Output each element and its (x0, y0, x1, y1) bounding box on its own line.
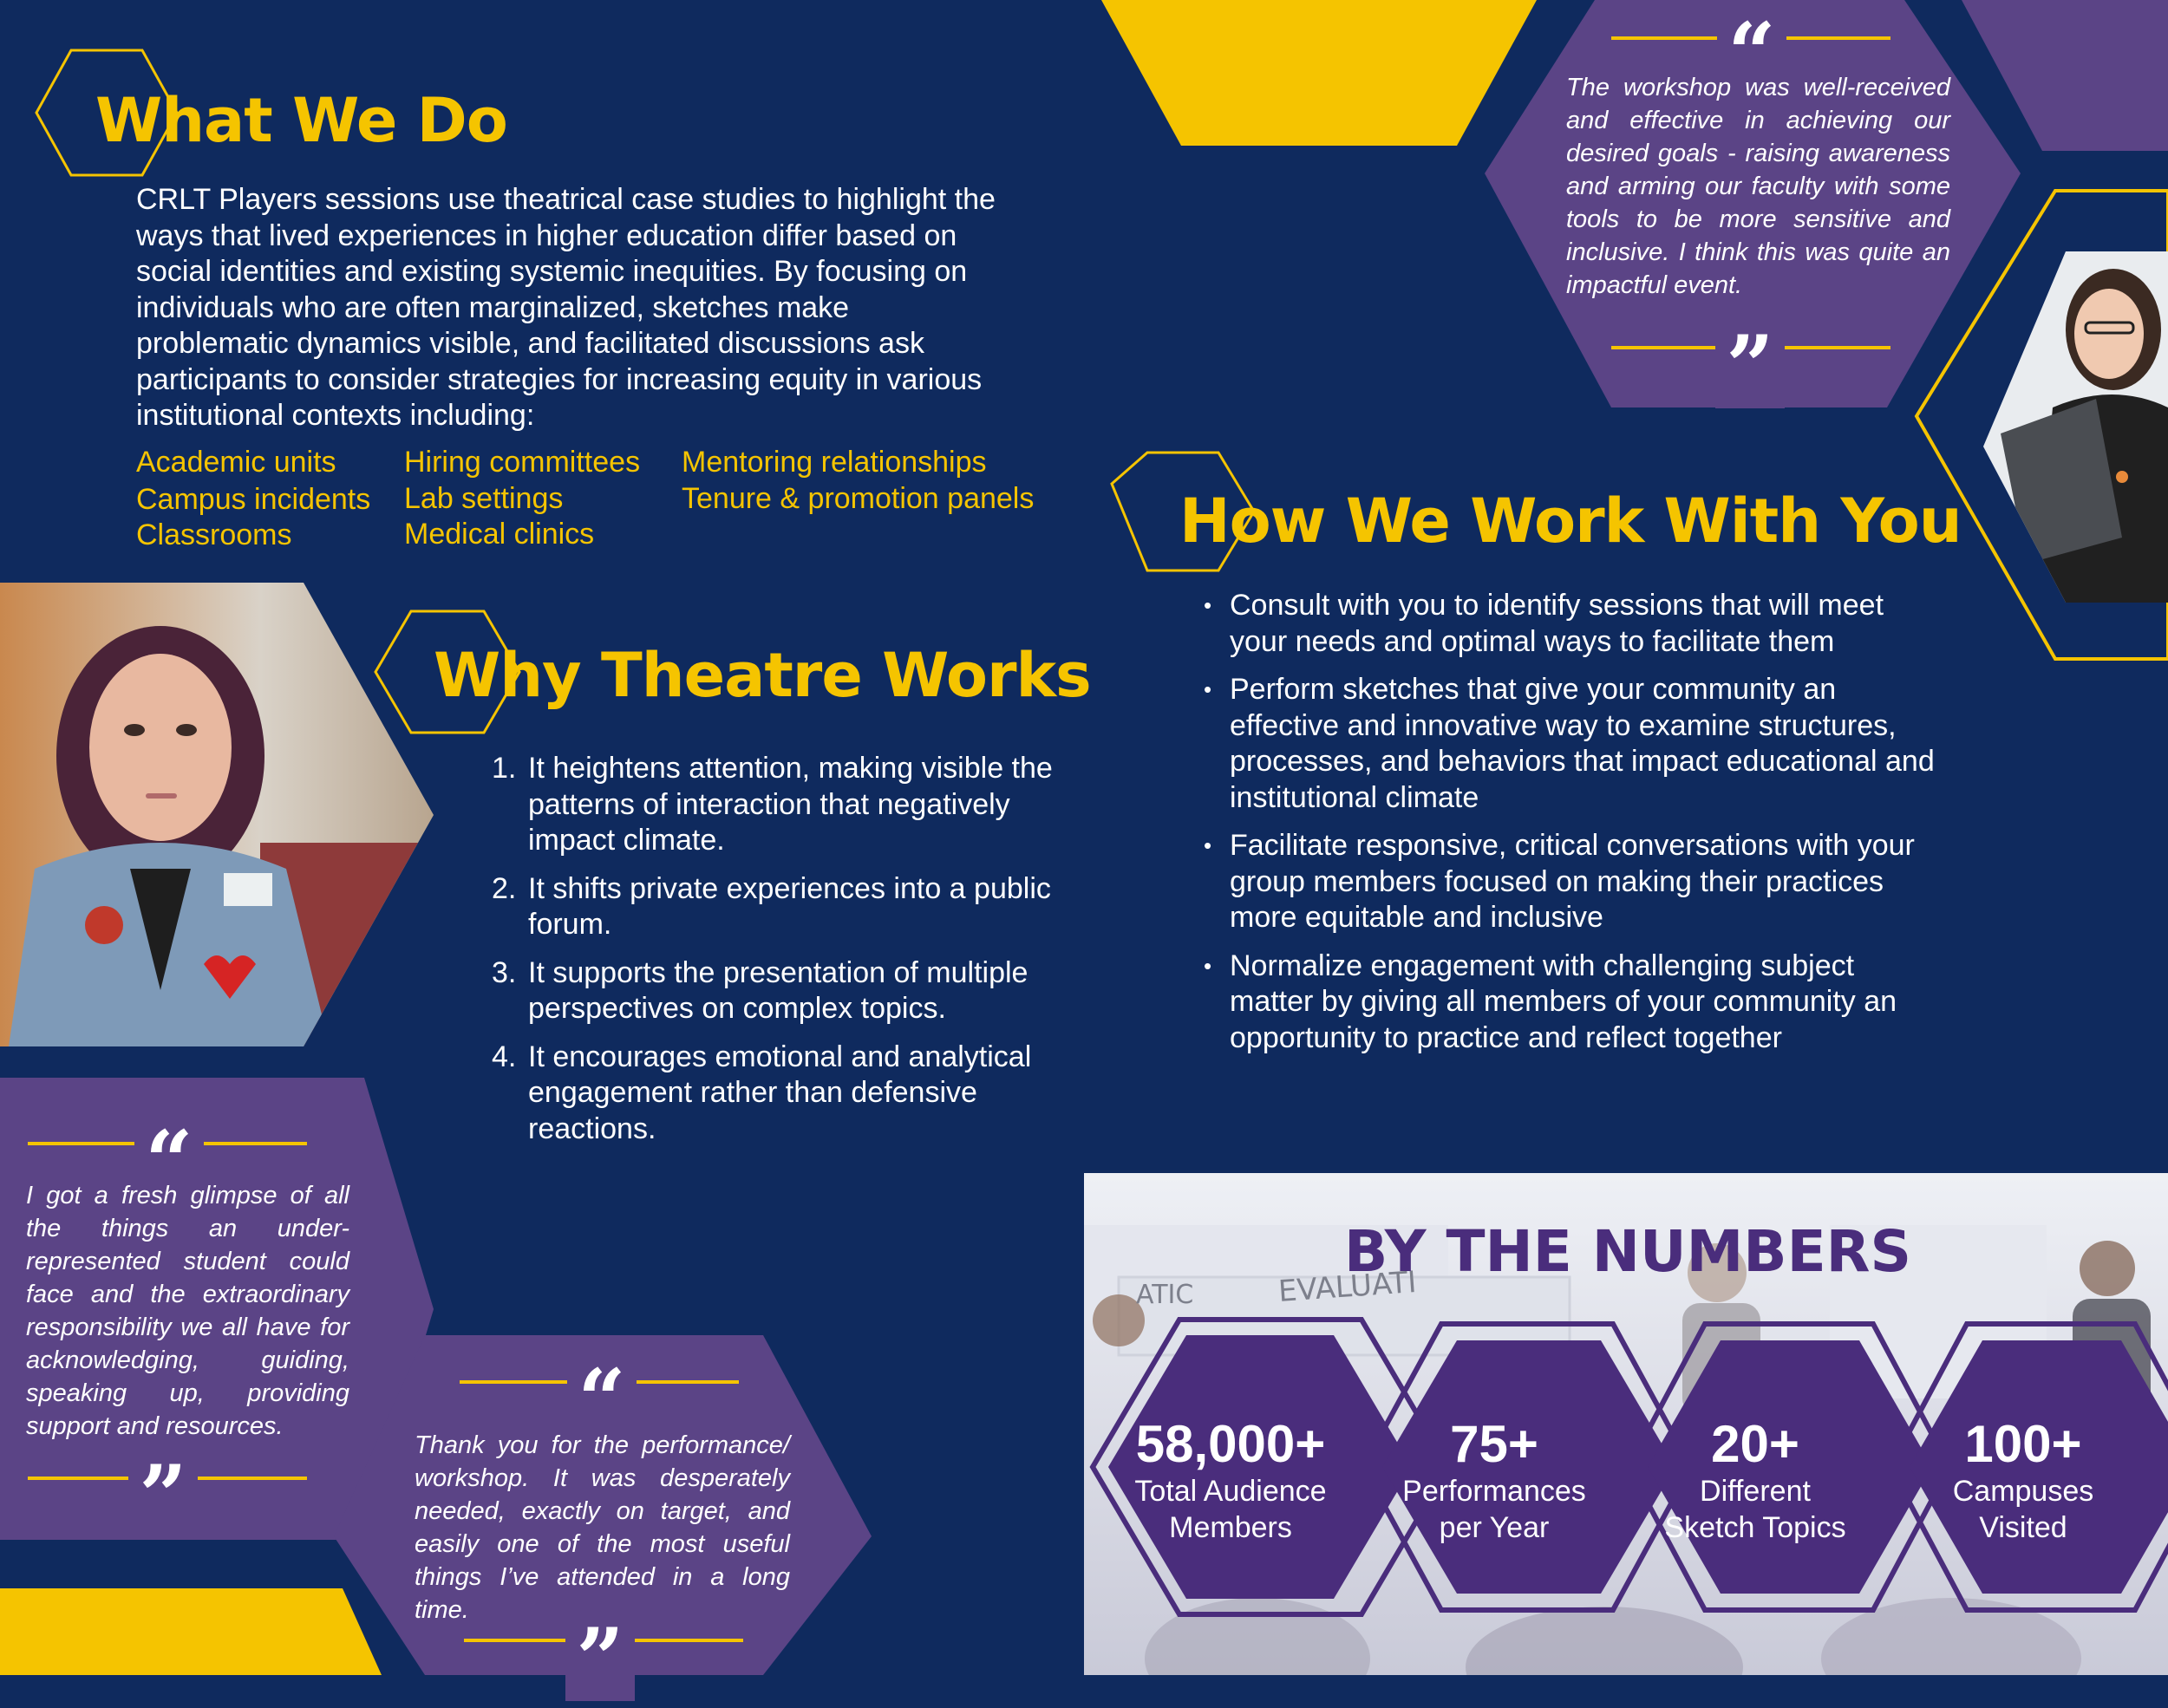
stat-value: 20+ (1711, 1415, 1799, 1473)
stat-label: Members (1169, 1511, 1292, 1544)
quote-bottom-middle: Thank you for the performance/ workshop. It was desperately needed, exactly on target, and easily one of the most useful things I’ve attended in a long time. (415, 1431, 790, 1624)
list-text: It encourages emotional and analytical engagement rather than defensive reactions. (528, 1040, 1032, 1145)
stat-label: per Year (1439, 1511, 1550, 1544)
context-item: Mentoring relationships (682, 446, 987, 479)
list-number: 4. (492, 1040, 517, 1073)
context-item: Academic units (136, 446, 336, 479)
list-item (1204, 588, 1941, 660)
list-item (1204, 672, 1941, 816)
open-quote-icon: “ (1717, 12, 1786, 95)
whiteboard-text: EVALUATI (1277, 1264, 1418, 1309)
by-the-numbers-title: BY THE NUMBERS (1344, 1218, 1912, 1285)
stat-campuses (1902, 1416, 2145, 1546)
bullet: • (1204, 676, 1212, 702)
close-quote-icon: ” (128, 1455, 198, 1538)
how-we-work-title: How We Work With You (1179, 486, 1962, 557)
open-quote-icon: “ (134, 1120, 204, 1203)
contexts-list-col3 (682, 445, 1034, 517)
quote-bottom-left: I got a fresh glimpse of all the things an under-represented student could face and the extraordinary responsibility we all have for acknowledging, guiding, speaking up, providing support and resources. (26, 1182, 349, 1440)
context-item: Classrooms (136, 518, 292, 551)
list-item (492, 871, 1064, 943)
bottom-left-yellow-hexagon (0, 1588, 382, 1675)
list-number: 2. (492, 871, 517, 905)
stat-value: 75+ (1450, 1415, 1538, 1473)
context-item: Tenure & promotion panels (682, 481, 1035, 515)
list-item (492, 751, 1064, 859)
list-text: Normalize engagement with challenging subject matter by giving all members of your community an opportunity to practice and reflect together (1230, 949, 1897, 1054)
how-we-work-list (1204, 588, 1941, 1068)
context-item: Lab settings (404, 481, 564, 515)
open-quote-icon: “ (567, 1359, 637, 1442)
list-item (492, 1040, 1064, 1148)
close-quote-icon: ” (565, 1618, 635, 1701)
quote-top-right: The workshop was well-received and effective in achieving our desired goals - raising awareness and arming our faculty with some tools to be more sensitive and inclusive. I think this was quite an impactful event. (1566, 74, 1950, 299)
bullet: • (1204, 952, 1212, 979)
contexts-list-col1 (136, 445, 370, 554)
speaker-photo (1983, 251, 2168, 603)
contexts-list-col2 (404, 445, 640, 553)
student-photo (0, 583, 434, 1046)
stat-label: Different (1700, 1475, 1811, 1508)
list-item (1204, 949, 1941, 1057)
stat-label: Total Audience (1134, 1475, 1327, 1508)
what-we-do-paragraph: CRLT Players sessions use theatrical case studies to highlight the ways that lived experiences in higher education differ based on social identities and existing systemic inequities. By focusing on individuals who are often marginalized, sketches make problematic dynamics visible, and facilitated discussions ask participants to consider strategies for increasing equity in various institutional contexts including: (136, 183, 996, 432)
top-right-purple-hexagon (1962, 0, 2168, 151)
stat-total-audience (1109, 1416, 1352, 1546)
list-text: It supports the presentation of multiple perspectives on complex topics. (528, 955, 1028, 1025)
why-theatre-works-title: Why Theatre Works (434, 640, 1091, 711)
stat-label: Sketch Topics (1664, 1511, 1846, 1544)
top-yellow-hexagon (1101, 0, 1537, 146)
context-item: Campus incidents (136, 482, 371, 516)
close-quote-icon: ” (1715, 325, 1785, 408)
list-item (1204, 828, 1941, 936)
stat-label: Performances (1402, 1475, 1586, 1508)
context-item: Hiring committees (404, 446, 641, 479)
bullet: • (1204, 592, 1212, 618)
list-text: It shifts private experiences into a public forum. (528, 871, 1051, 941)
list-text: Perform sketches that give your community an effective and innovative way to examine structures, processes, and behaviors that impact educational and institutional climate (1230, 673, 1935, 814)
stat-label: Visited (1979, 1511, 2067, 1544)
list-text: Facilitate responsive, critical conversations with your group members focused on making their practices more equitable and inclusive (1230, 829, 1915, 934)
what-we-do-title: What We Do (95, 85, 507, 156)
stat-performances (1373, 1416, 1616, 1546)
list-number: 3. (492, 955, 517, 989)
stat-value: 100+ (1964, 1415, 2082, 1473)
stat-label: Campuses (1952, 1475, 2094, 1508)
list-item (492, 955, 1064, 1027)
bullet: • (1204, 832, 1212, 858)
why-theatre-list (492, 751, 1064, 1159)
list-number: 1. (492, 752, 517, 785)
stat-value: 58,000+ (1135, 1415, 1326, 1473)
list-text: Consult with you to identify sessions that will meet your needs and optimal ways to facilitate them (1230, 589, 1884, 658)
list-text: It heightens attention, making visible the patterns of interaction that negatively impact climate. (528, 752, 1053, 857)
context-item: Medical clinics (404, 518, 595, 551)
stat-sketch-topics (1634, 1416, 1877, 1546)
whiteboard-text: ATIC (1136, 1280, 1194, 1310)
